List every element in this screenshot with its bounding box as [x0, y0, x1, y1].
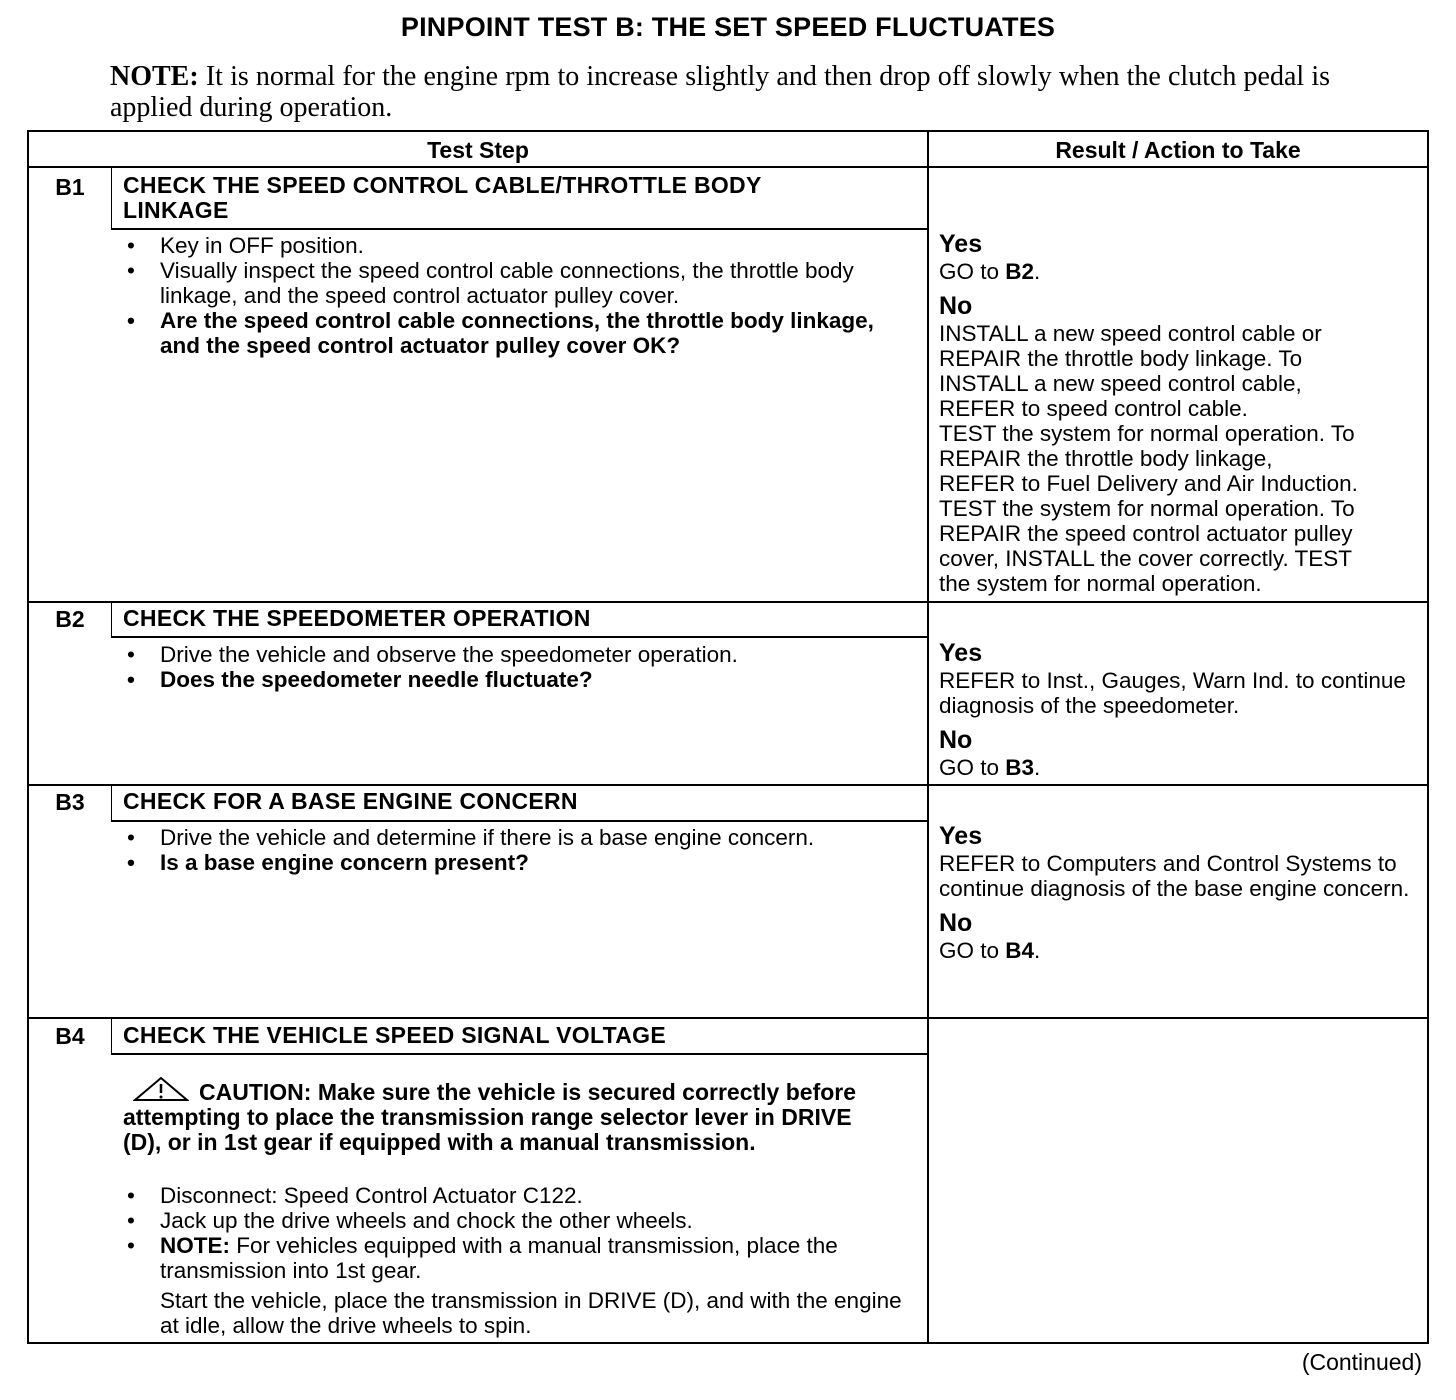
step-id: B1 [55, 174, 85, 200]
warning-triangle-icon [133, 1076, 189, 1102]
step-result [939, 822, 1427, 963]
yes-label: Yes [939, 230, 983, 258]
step-id: B3 [55, 789, 85, 815]
yes-label: Yes [939, 822, 983, 850]
no-target: B4 [1005, 938, 1035, 963]
header-result: Result / Action to Take [1055, 137, 1301, 163]
no-prefix: GO to [939, 938, 1006, 963]
step-title: CHECK THE SPEED CONTROL CABLE/THROTTLE BODY LINKAGE [123, 172, 762, 223]
no-line: the system for normal operation. [939, 571, 1262, 596]
yes-action [939, 259, 1427, 284]
yes-action: REFER to Inst., Gauges, Warn Ind. to continue diagnosis of the speedometer. [939, 668, 1406, 718]
b2-title-rule [111, 636, 927, 638]
b1-title-rule [111, 228, 927, 230]
id-divider-b4 [111, 1019, 112, 1055]
no-line: REPAIR the throttle body linkage, [939, 446, 1273, 471]
no-label: No [939, 726, 973, 754]
step-bullets [123, 825, 903, 875]
list-item: Start the vehicle, place the transmission in DRIVE (D), and with the engine at idle, allow the drive wheels to spin. [160, 1288, 902, 1338]
list-item: • Drive the vehicle and observe the speedometer operation. [123, 642, 903, 667]
step-title: CHECK THE VEHICLE SPEED SIGNAL VOLTAGE [123, 1022, 667, 1048]
list-item: • Is a base engine concern present? [123, 850, 903, 875]
note-label: NOTE: [160, 1233, 230, 1258]
header-test-step: Test Step [427, 137, 529, 163]
caution-block [123, 1076, 883, 1155]
no-line: INSTALL a new speed control cable, [939, 371, 1302, 396]
yes-prefix: GO to [939, 259, 1006, 284]
step-bullets [123, 233, 903, 358]
step-title: CHECK THE SPEEDOMETER OPERATION [123, 605, 591, 631]
no-action [939, 755, 1427, 780]
b2-bottom-rule [29, 784, 1427, 786]
step-bullets [123, 1183, 903, 1338]
continued-label: (Continued) [1301, 1349, 1422, 1375]
list-item: • Key in OFF position. [123, 233, 903, 258]
intro-note-label: NOTE: [110, 61, 199, 92]
no-label: No [939, 909, 973, 937]
caution-text: CAUTION: Make sure the vehicle is secured correctly before attempting to place the transmission range selector lever in DRIVE (D), or in 1st gear if equipped with a manual transmission. [123, 1079, 857, 1155]
b3-bottom-rule [29, 1017, 1427, 1019]
list-item: • Are the speed control cable connections, the throttle body linkage, and the speed control actuator pulley cover OK? [123, 308, 903, 358]
no-label: No [939, 292, 973, 320]
yes-action: REFER to Computers and Control Systems to continue diagnosis of the base engine concern. [939, 851, 1410, 901]
no-prefix: GO to [939, 755, 1006, 780]
step-bullets [123, 642, 903, 692]
note-text: For vehicles equipped with a manual transmission, place the transmission into 1st gear. [160, 1233, 838, 1283]
page-title: PINPOINT TEST B: THE SET SPEED FLUCTUATES [400, 12, 1056, 42]
no-suffix: . [1034, 938, 1041, 963]
no-target: B3 [1005, 755, 1035, 780]
no-line: cover, INSTALL the cover correctly. TEST [939, 546, 1353, 571]
no-line: REPAIR the throttle body linkage. To [939, 346, 1303, 371]
list-item: • Visually inspect the speed control cable connections, the throttle body linkage, and the speed control actuator pulley cover. [123, 258, 903, 308]
no-line: REFER to Fuel Delivery and Air Induction. [939, 471, 1358, 496]
list-item: • Disconnect: Speed Control Actuator C122. [123, 1183, 903, 1208]
id-divider-b3 [111, 786, 112, 822]
list-item: • Jack up the drive wheels and chock the other wheels. [123, 1208, 903, 1233]
list-item: • Does the speedometer needle fluctuate? [123, 667, 903, 692]
column-divider [927, 132, 929, 1342]
id-divider-b2 [111, 602, 112, 638]
no-suffix: . [1034, 755, 1041, 780]
pinpoint-test-table [27, 130, 1429, 1344]
no-line: TEST the system for normal operation. To [939, 496, 1355, 521]
yes-label: Yes [939, 639, 983, 667]
intro-note-text: It is normal for the engine rpm to increase slightly and then drop off slowly when the clutch pedal is applied during operation. [110, 61, 1330, 123]
yes-suffix: . [1034, 259, 1041, 284]
b4-title-rule [111, 1053, 927, 1055]
no-action [939, 938, 1427, 963]
id-divider-b1 [111, 168, 112, 230]
b3-title-rule [111, 820, 927, 822]
step-id: B2 [55, 606, 85, 632]
intro-note [110, 61, 1330, 123]
list-item [123, 1233, 903, 1283]
b1-bottom-rule [29, 601, 1427, 603]
step-id: B4 [55, 1023, 85, 1049]
no-line: REPAIR the speed control actuator pulley [939, 521, 1353, 546]
step-title: CHECK FOR A BASE ENGINE CONCERN [123, 788, 578, 814]
step-result [939, 230, 1427, 596]
step-result [939, 639, 1427, 780]
list-item: • Drive the vehicle and determine if there is a base engine concern. [123, 825, 903, 850]
no-line: TEST the system for normal operation. To [939, 421, 1355, 446]
no-line: INSTALL a new speed control cable or [939, 321, 1322, 346]
no-line: REFER to speed control cable. [939, 396, 1248, 421]
yes-target: B2 [1005, 259, 1035, 284]
